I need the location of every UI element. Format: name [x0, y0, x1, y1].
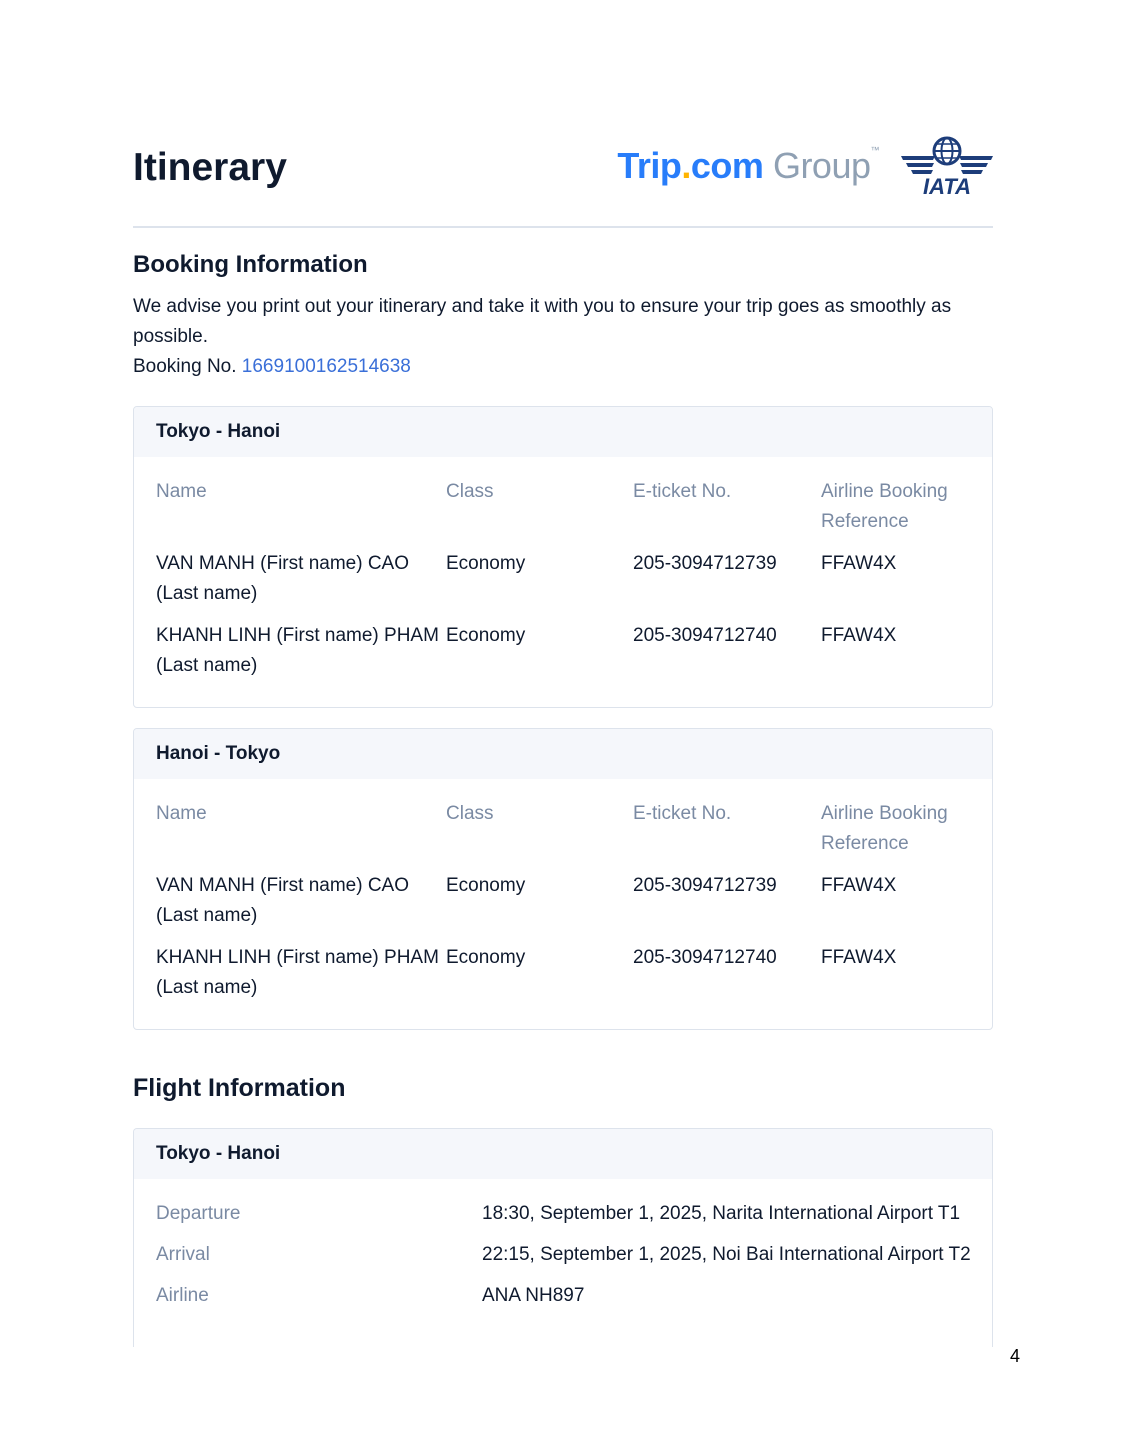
- column-header: Name: [156, 803, 207, 824]
- passenger-class: Economy: [446, 875, 526, 896]
- flight-card-route: Tokyo - Hanoi: [134, 1129, 992, 1179]
- globe-icon: [934, 138, 960, 164]
- header: [133, 130, 993, 228]
- passenger-class: Economy: [446, 947, 526, 968]
- departure-value: 18:30, September 1, 2025, Narita International Airport T1: [482, 1203, 961, 1224]
- booking-table: [156, 477, 970, 693]
- logos: [617, 136, 993, 196]
- column-header: E-ticket No.: [633, 803, 732, 824]
- booking-advice: We advise you print out your itinerary and take it with you to ensure your trip goes as smoothly as possible.: [133, 296, 952, 347]
- iata-logo: [901, 136, 993, 196]
- passenger-name: VAN MANH (First name) CAO (Last name): [156, 553, 410, 604]
- booking-card-return: [133, 728, 993, 1030]
- booking-card-outbound: [133, 406, 993, 708]
- passenger-name: VAN MANH (First name) CAO (Last name): [156, 875, 410, 926]
- flight-information-section: [133, 1072, 345, 1104]
- svg-text:IATA: IATA: [922, 174, 972, 196]
- e-ticket-number: 205-3094712739: [633, 875, 777, 896]
- trip-com-group-logo: Trip.com Group™: [617, 145, 879, 186]
- airline-booking-reference: FFAW4X: [821, 947, 897, 968]
- column-header: Class: [446, 803, 494, 824]
- page-number: 4: [1010, 1346, 1021, 1366]
- e-ticket-number: 205-3094712739: [633, 553, 777, 574]
- airline-booking-reference: FFAW4X: [821, 875, 897, 896]
- passenger-class: Economy: [446, 553, 526, 574]
- flight-card-outbound: [133, 1128, 993, 1347]
- column-header: Class: [446, 481, 494, 502]
- booking-table: [156, 799, 970, 1015]
- departure-label: Departure: [156, 1203, 241, 1224]
- airline-booking-reference: FFAW4X: [821, 553, 897, 574]
- airline-booking-reference: FFAW4X: [821, 625, 897, 646]
- page-title: Itinerary: [133, 146, 287, 189]
- column-header: Airline Booking Reference: [821, 803, 948, 854]
- arrival-label: Arrival: [156, 1244, 210, 1265]
- flight-heading: Flight Information: [133, 1074, 346, 1102]
- booking-number: Booking No. 1669100162514638: [133, 356, 411, 377]
- airline-value: ANA NH897: [482, 1285, 585, 1306]
- booking-heading: Booking Information: [133, 251, 368, 278]
- column-header: Name: [156, 481, 207, 502]
- booking-card-route: Hanoi - Tokyo: [134, 729, 992, 779]
- column-header: E-ticket No.: [633, 481, 732, 502]
- passenger-name: KHANH LINH (First name) PHAM (Last name): [156, 947, 439, 998]
- booking-card-route: Tokyo - Hanoi: [134, 407, 992, 457]
- booking-number-link[interactable]: 1669100162514638: [241, 356, 411, 377]
- passenger-name: KHANH LINH (First name) PHAM (Last name): [156, 625, 439, 676]
- e-ticket-number: 205-3094712740: [633, 947, 777, 968]
- column-header: Airline Booking Reference: [821, 481, 948, 532]
- e-ticket-number: 205-3094712740: [633, 625, 777, 646]
- arrival-value: 22:15, September 1, 2025, Noi Bai International Airport T2: [482, 1244, 971, 1265]
- booking-information-section: [133, 250, 993, 382]
- passenger-class: Economy: [446, 625, 526, 646]
- flight-details: [156, 1199, 970, 1322]
- airline-label: Airline: [156, 1285, 209, 1306]
